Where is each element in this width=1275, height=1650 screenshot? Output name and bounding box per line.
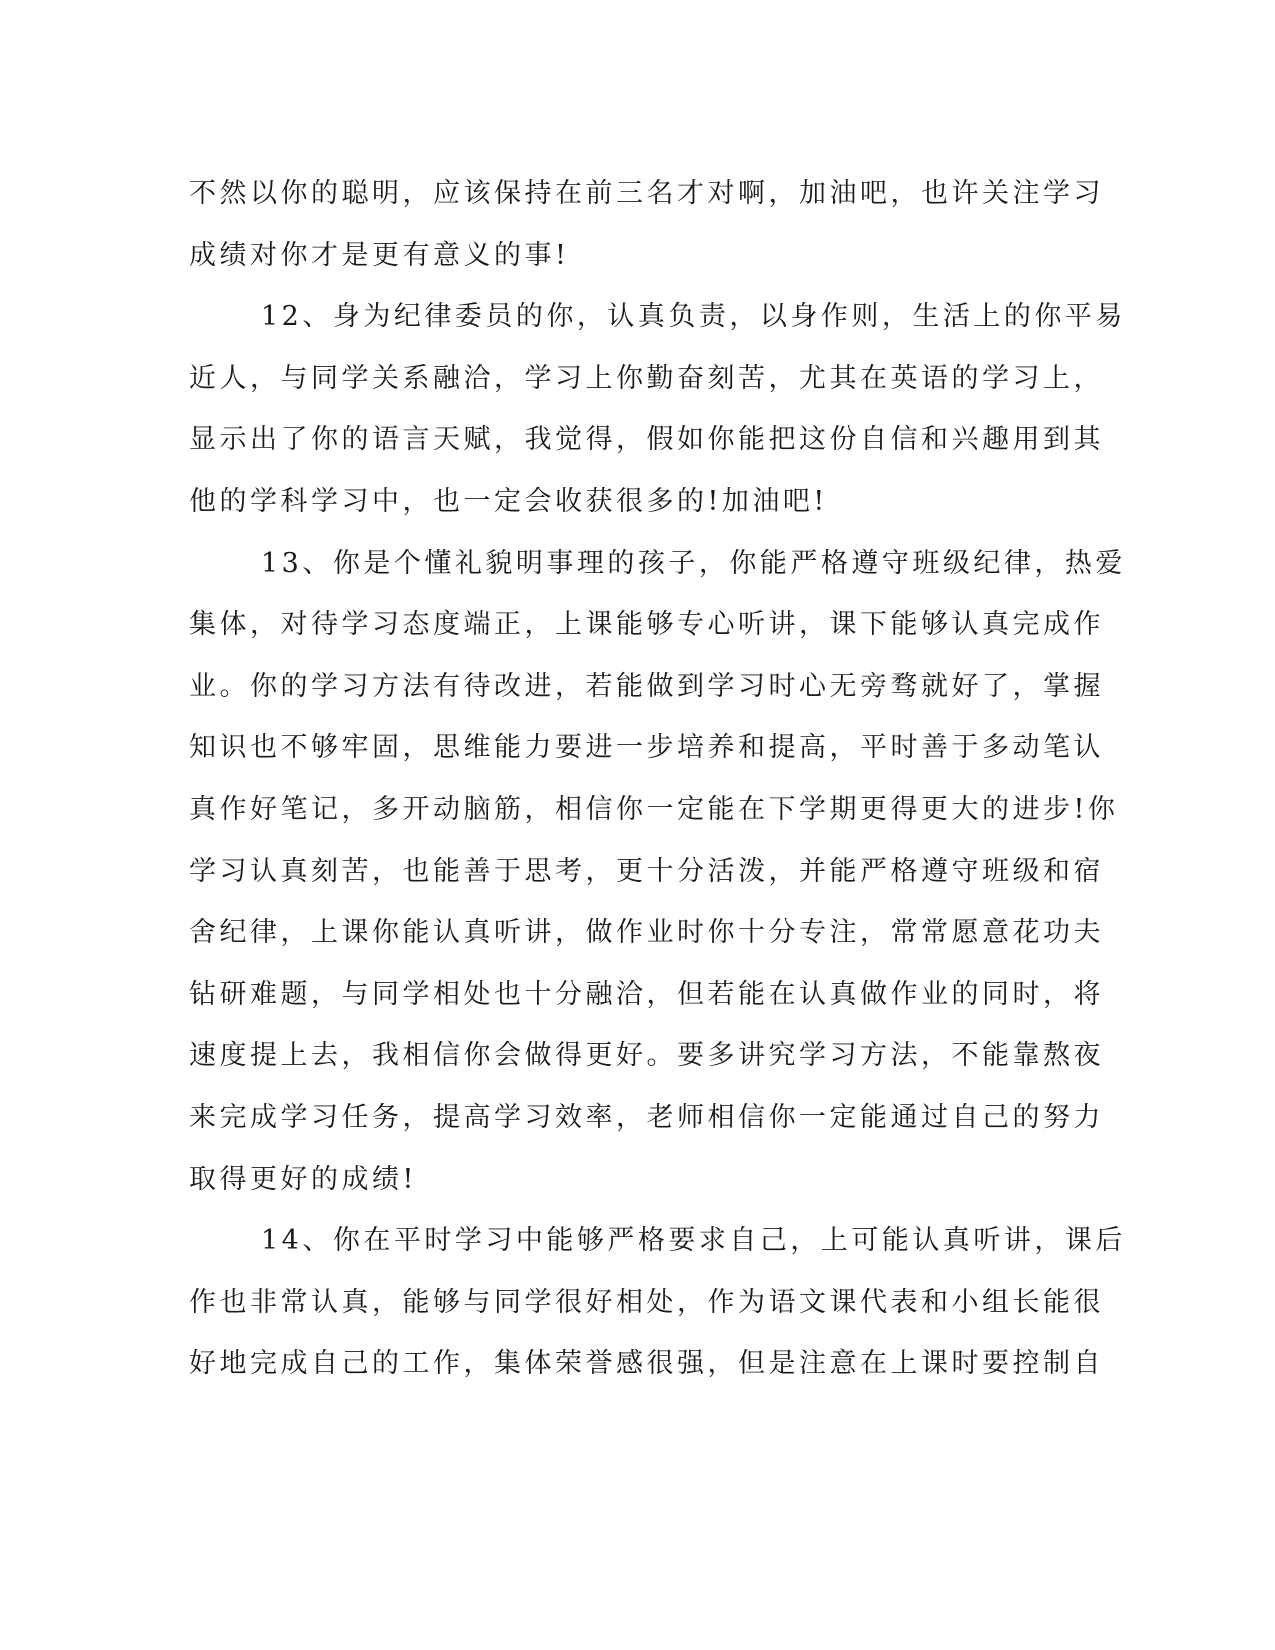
text-line: 不然以你的聪明，应该保持在前三名才对啊，加油吧，也许关注学习 bbox=[189, 178, 1104, 209]
text-line: 显示出了你的语言天赋，我觉得，假如你能把这份自信和兴趣用到其 bbox=[189, 424, 1104, 456]
text-line: 钻研难题，与同学相处也十分融洽，但若能在认真做作业的同时，将 bbox=[189, 978, 1104, 1010]
text-line: 好地完成自己的工作，集体荣誉感很强，但是注意在上课时要控制自 bbox=[189, 1348, 1104, 1380]
text-line: 学习认真刻苦，也能善于思考，更十分活泼，并能严格遵守班级和宿 bbox=[189, 855, 1104, 887]
text-line: 集体，对待学习态度端正，上课能够专心听讲，课下能够认真完成作 bbox=[189, 609, 1104, 641]
text-line: 真作好笔记，多开动脑筋，相信你一定能在下学期更得更大的进步!你 bbox=[189, 793, 1119, 825]
text-line: 来完成学习任务，提高学习效率，老师相信你一定能通过自己的努力 bbox=[189, 1101, 1104, 1133]
text-line: 成绩对你才是更有意义的事! bbox=[189, 239, 570, 271]
text-line: 作也非常认真，能够与同学很好相处，作为语文课代表和小组长能很 bbox=[189, 1286, 1104, 1318]
text-line: 舍纪律，上课你能认真听讲，做作业时你十分专注，常常愿意花功夫 bbox=[189, 917, 1104, 949]
paragraph-13-start: 13、你是个懂礼貌明事理的孩子，你能严格遵守班级纪律，热爱 bbox=[261, 547, 1126, 579]
text-line: 他的学科学习中，也一定会收获很多的!加油吧! bbox=[189, 485, 828, 517]
paragraph-14-start: 14、你在平时学习中能够严格要求自己，上可能认真听讲，课后 bbox=[261, 1225, 1126, 1257]
text-line: 知识也不够牢固，思维能力要进一步培养和提高，平时善于多动笔认 bbox=[189, 732, 1104, 764]
document-body bbox=[189, 163, 1126, 1395]
paragraph-12-start: 12、身为纪律委员的你，认真负责，以身作则，生活上的你平易 bbox=[261, 301, 1126, 333]
text-line: 速度提上去，我相信你会做得更好。要多讲究学习方法，不能靠熬夜 bbox=[189, 1040, 1104, 1072]
text-line: 取得更好的成绩! bbox=[189, 1163, 417, 1195]
text-line: 业。你的学习方法有待改进，若能做到学习时心无旁骛就好了，掌握 bbox=[189, 670, 1104, 702]
text-line: 近人，与同学关系融洽，学习上你勤奋刻苦，尤其在英语的学习上， bbox=[189, 362, 1104, 394]
